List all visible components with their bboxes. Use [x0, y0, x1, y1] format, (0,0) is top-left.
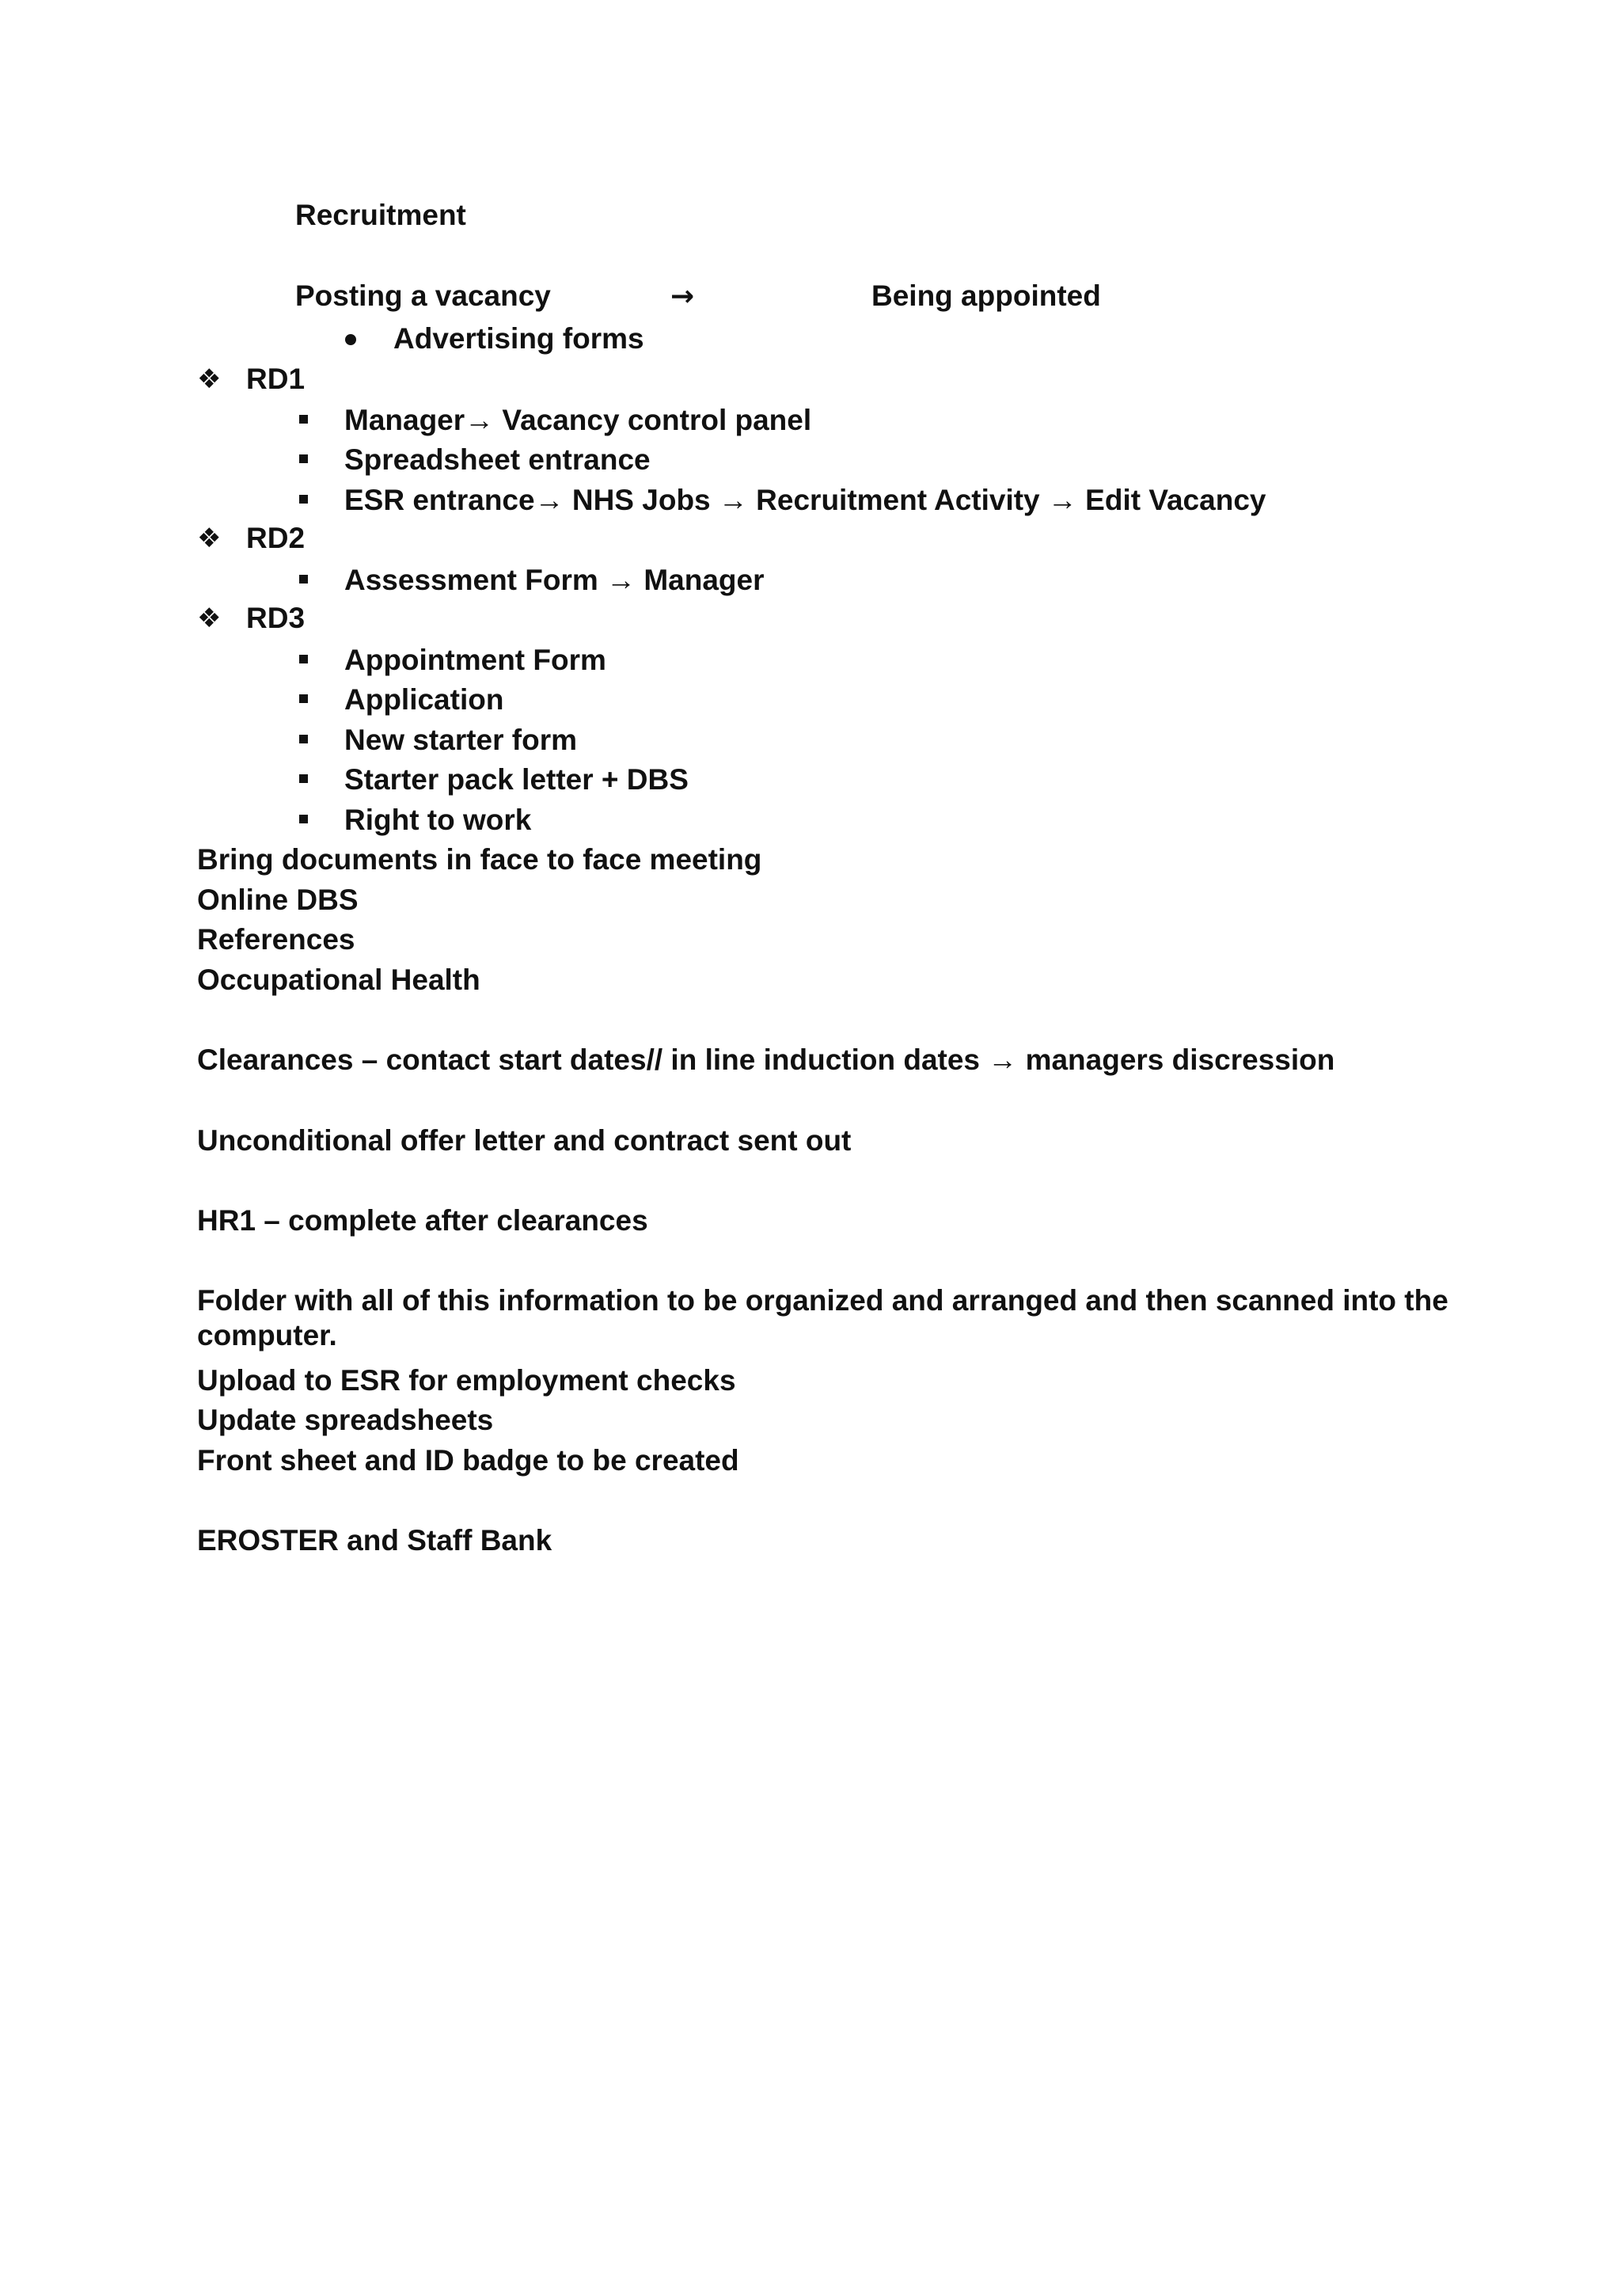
flow-start: Posting a vacancy	[295, 279, 551, 312]
list-item: Manager→ Vacancy control panel	[344, 404, 812, 436]
offer-line: Unconditional offer letter and contract sent out	[197, 1124, 852, 1157]
follow-up-line: Upload to ESR for employment checks	[197, 1364, 736, 1397]
square-bullet-icon	[299, 815, 308, 823]
list-item: Spreadsheet entrance	[344, 443, 651, 476]
square-bullet-icon	[299, 774, 308, 783]
advertising-forms: Advertising forms	[393, 322, 644, 355]
clearances-line: Clearances – contact start dates// in line induction dates → managers discression	[197, 1043, 1335, 1076]
list-item: Application	[344, 683, 504, 716]
check-line: References	[197, 923, 355, 956]
list-item: Appointment Form	[344, 644, 606, 676]
section-rd3: RD3	[246, 602, 306, 634]
hr1-line: HR1 – complete after clearances	[197, 1204, 648, 1237]
four-diamond-bullet-icon: ❖	[197, 523, 222, 553]
section-rd1: RD1	[246, 363, 306, 395]
check-line: Online DBS	[197, 884, 359, 916]
section-rd2: RD2	[246, 522, 306, 554]
list-item: Right to work	[344, 804, 532, 836]
follow-up-line: Update spreadsheets	[197, 1404, 494, 1436]
square-bullet-icon	[299, 454, 308, 463]
list-item: Starter pack letter + DBS	[344, 763, 689, 796]
square-bullet-icon	[299, 735, 308, 743]
list-item: New starter form	[344, 724, 578, 756]
square-bullet-icon	[299, 495, 308, 504]
list-item: Assessment Form → Manager	[344, 564, 765, 596]
right-arrow-icon: →	[670, 280, 695, 313]
flow-end: Being appointed	[871, 279, 1101, 312]
check-line: Occupational Health	[197, 964, 480, 996]
four-diamond-bullet-icon: ❖	[197, 364, 222, 394]
eroster-line: EROSTER and Staff Bank	[197, 1524, 552, 1557]
page-title: Recruitment	[295, 199, 466, 231]
square-bullet-icon	[299, 655, 308, 663]
round-bullet-icon	[345, 334, 356, 345]
folder-paragraph: Folder with all of this information to be organized and arranged and then scanned into the computer.	[197, 1284, 1448, 1351]
square-bullet-icon	[299, 575, 308, 584]
check-line: Bring documents in face to face meeting	[197, 843, 762, 876]
square-bullet-icon	[299, 415, 308, 424]
four-diamond-bullet-icon: ❖	[197, 603, 222, 633]
square-bullet-icon	[299, 694, 308, 703]
follow-up-line: Front sheet and ID badge to be created	[197, 1444, 739, 1477]
list-item: ESR entrance→ NHS Jobs → Recruitment Activity → Edit Vacancy	[344, 484, 1266, 516]
